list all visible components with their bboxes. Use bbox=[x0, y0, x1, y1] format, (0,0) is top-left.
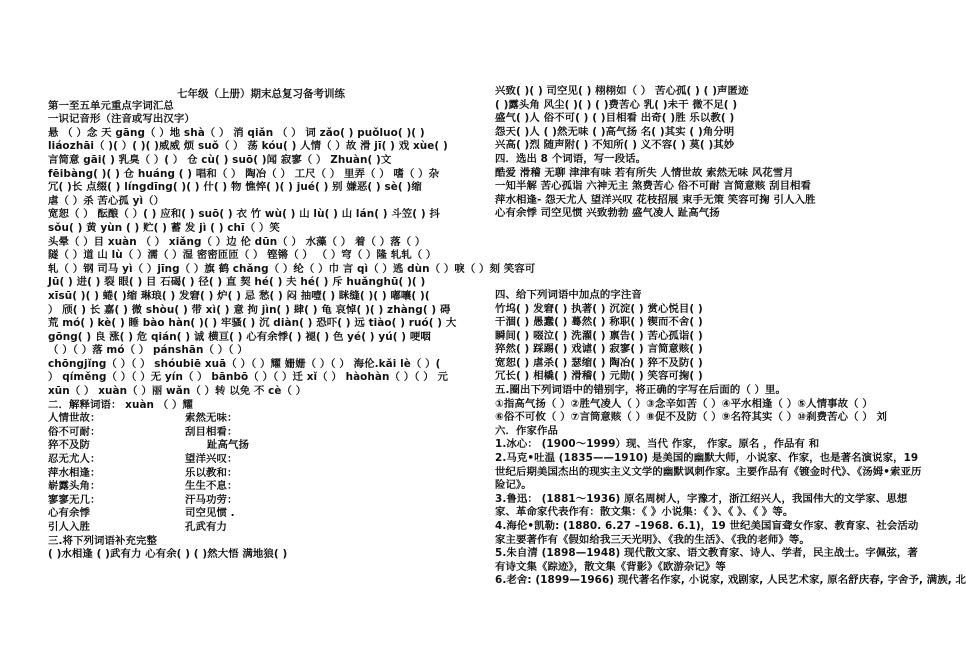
text-line: 兴高( )烈 随声附( ) 不知所( ) 义不容( ) 莫( )其妙 bbox=[495, 139, 735, 152]
term: 心有余悸 bbox=[48, 507, 90, 520]
term: 孔武有力 bbox=[185, 521, 227, 533]
term: 望洋兴叹： bbox=[185, 453, 238, 466]
definition-row bbox=[48, 494, 474, 508]
term: 索然无味： bbox=[185, 412, 238, 425]
text-line: 宽恕（ ） 酝酿（ ）( ) 应和( ) suō( ) 衣 竹 wù( ) 山 lù( ) 山 lán( ) 斗笠( ) 抖 bbox=[48, 208, 440, 221]
text-line: 隧（ ）道 山 lù（ ）濡（ ）湿 密密匝匝（ ） 铿锵（ ） （ ）穹（ ）隆 轧轧（ ） bbox=[48, 249, 437, 262]
section-heading: 二．解释词语： xuàn （ ）耀 bbox=[48, 398, 193, 411]
text-line: 6.老舍: (1899—1966) 现代著名作家, 小说家, 戏剧家, 人民艺术家, 原名舒庆春, 字舍予, 满族, 北 bbox=[495, 574, 966, 587]
text-line: ( )露头角 风尘( )( ) ( )费苦心 乳( )未干 微不足( ) bbox=[495, 98, 738, 111]
text-line: 悬 （ ）念 天 gāng（ ）地 shà（ ） 消 qiǎn （ ） 词 zǎo( ) puǒluo( )( ) bbox=[48, 126, 425, 139]
term: 趾高气扬 bbox=[207, 439, 249, 452]
term: 崭露头角： bbox=[48, 480, 101, 493]
text-line: 虐（ ）杀 苦心孤 yì（） bbox=[48, 194, 165, 207]
term: 司空见惯 . bbox=[185, 507, 235, 520]
pinyin-row: 干涸( ) 愚蠢( ) 蓦然( ) 称职( ) 锲而不舍( ) bbox=[495, 316, 703, 329]
term: 乐以教和： bbox=[185, 466, 238, 479]
section-subheading: 一识记音形（注音或写出汉字） bbox=[48, 113, 195, 126]
definition-row bbox=[48, 412, 474, 426]
section-heading: 六．作家作品 bbox=[495, 424, 558, 437]
definition-row bbox=[48, 467, 474, 481]
text-line: gōng( ) 良 涨( ) 危 qián( ) 诚 横亘( ) 心有余悸( ) 褪( ) 色 yé( ) yú( ) 哽咽 bbox=[48, 330, 431, 343]
paragraph: 5.朱自清 (1898—1948) 现代散文家、语文教育家、诗人、学者，民主战士。字佩弦，著有诗文集《踪迹》，散文集《背影》《欧游杂记》等 bbox=[495, 547, 918, 573]
text-line: 冗( )长 点缀( ) língdīng( )( ) 什( ) 物 憔悴( )( ) jué( ) 别 嫌恶( ) sè( )缩 bbox=[48, 181, 422, 194]
text-line: 言简意 gāi( ) 乳臭（ ）( ） 仓 cù( ) suō( )闻 寂寥（ ） Zhuàn( )文 bbox=[48, 153, 392, 166]
definition-row bbox=[48, 453, 474, 467]
text-line: Jū( ) 进( ) 裂 眼( ) 目 石碣( ) 径( ) 直 契 hé( ) 夫 hé( ) 斥 huǎnghū( )( ) bbox=[48, 276, 426, 289]
pinyin-row: 猝然( ) 踩踢( ) 戏谑( ) 寂寥( ) 言简意赅( ) bbox=[495, 343, 703, 356]
word-bank-line: 酷爱 滑稽 无聊 津津有味 若有所失 人情世故 索然无味 风花雪月 bbox=[495, 166, 794, 179]
text-line: liáozhāi（ )( ）( )( )威威 烦 suǒ（ ） 荡 kóu( ) 人情（ ）故 滑 jī( ) 戏 xùe( ) bbox=[48, 140, 448, 153]
text-line: ①指高气扬（ ）②胜气凌人（ ）③念辛如苦（ ）④平水相逢（ ）⑤人情事故（ ） bbox=[495, 397, 873, 410]
term: 生生不息： bbox=[185, 480, 238, 493]
right-column bbox=[495, 85, 966, 588]
term: 猝不及防 bbox=[48, 439, 90, 452]
word-bank-line: 萍水相逢- 怨天尤人 望洋兴叹 花枝招展 束手无策 笑容可掬 引人入胜 bbox=[495, 193, 816, 206]
text-line: ） 颀( ) 长 嘉( ) 微 shòu( ) 带 xì( ) 意 拘 jìn( ) 肆( ) 龟 哀悼( )( ) zhàng( ) 碍 bbox=[48, 303, 451, 316]
term: 人情世故： bbox=[48, 412, 101, 425]
term: 汗马功劳： bbox=[185, 493, 238, 506]
pinyin-row: 冗长( ) 相橇( ) 滑稽( ) 元勋( ) 笑容可掬( ) bbox=[495, 370, 703, 383]
text-line: chōngjǐng（ ）（ ） shóubiē xuā（ ）（ ）耀 姗姗（ ）（ ） 海伦.kǎi lè（ ）( bbox=[48, 357, 441, 370]
text-line: ⑥俗不可攸（ ）⑦言筒意赅（ ）⑧促不及防（ ）⑨名符其实（ ）⑩刹费苦心（ ） 刘 bbox=[495, 411, 887, 424]
term: 俗不可耐： bbox=[48, 425, 101, 438]
text-line: 头晕（ ）目 xuàn （ ） xiǎng（ ）边 伦 dūn（ ） 水藻（ ） 着（ ）落（ ） bbox=[48, 235, 426, 248]
text-line: fēibàng( )( ) 仓 huáng ( ) 唱和（ ） 陶冶（ ） 工尺（ ） 里弄（ ） 嗜（ ）杂 bbox=[48, 167, 440, 180]
term: 引人入胜 bbox=[48, 521, 90, 533]
section-heading: 第一至五单元重点字词汇总 bbox=[48, 99, 174, 112]
text-line: xīsū( )( ) 蜷( )缩 琳琅( ) 发窘( ) 炉( ) 忌 愁( ) 闷 抽噎( ) 眯缝( )( ) 嘟嚷( )( bbox=[48, 289, 430, 302]
term: 萍水相逢： bbox=[48, 466, 101, 479]
text-line: 怨天( )人 ( )然无味 ( )高气扬 名( )其实 ( )角分明 bbox=[495, 125, 735, 138]
section-heading: 五.圈出下列词语中的错别字，将正确的字写在后面的（ ）里。 bbox=[495, 384, 787, 397]
pinyin-row: 宽恕( ) 虐杀( ) 瑟缩( ) 陶冶( ) 猝不及防( ) bbox=[495, 356, 703, 369]
text-line: ( )水相逢 ( )武有力 心有余( ) ( )然大悟 满地狼( ) bbox=[48, 548, 288, 561]
pinyin-row: 竹坞( ) 发窘( ) 执著( ) 沉淀( ) 赏心悦目( ) bbox=[495, 302, 703, 315]
pinyin-row: 瞬间( ) 啜泣( ) 洗濯( ) 禀告( ) 苦心孤诣( ) bbox=[495, 329, 703, 342]
paragraph: 4.海伦•凯勒: (1880. 6.27 –1968. 6.1)，19 世纪美国盲聋女作家、教育家、社会活动家主要著作有《假如给我三天光明》、《我的生活》、《我的老师》等。 bbox=[495, 520, 919, 546]
word-bank-line: 一知半解 苦心孤诣 六神无主 煞费苦心 俗不可耐 言简意赅 刮目相看 bbox=[495, 180, 812, 193]
page-title: 七年级（上册）期末总复习备考训练 bbox=[177, 88, 345, 100]
definition-row bbox=[48, 439, 474, 453]
text-line: 轧（ ）钢 司马 yì（ ）jīng（ ）旗 鹤 chǎng（ ）纶（ ）巾 言 qì（ ）逃 dùn（ ）唳（ ）刻 笑容可 bbox=[48, 262, 536, 275]
section-heading: 四．选出 8 个词语，写一段话。 bbox=[495, 152, 647, 165]
section-heading: 四、给下列词语中加点的字注音 bbox=[495, 288, 642, 301]
text-line: 盛气( )人 俗不可( ) ( )目相看 出奇( )胜 乐以教( ) bbox=[495, 112, 735, 125]
definition-row bbox=[48, 426, 474, 440]
text-line: sǒu( ) 黄 yùn ( ) 贮( ) 蓄 发 jì ( ) chī（ ）笑 bbox=[48, 221, 280, 234]
word-bank-line: 心有余悸 司空见惯 兴致勃勃 盛气凌人 趾高气扬 bbox=[495, 207, 720, 220]
text-line: xūn（ ） xuàn（ ）丽 wǎn（ ）转 以免 不 cè（ ） bbox=[48, 385, 307, 398]
text-line: （ ）（ ）落 mó（ ） pánshān（ ）（ ） bbox=[48, 344, 248, 357]
definition-row bbox=[48, 480, 474, 494]
term: 刮目相看： bbox=[185, 425, 238, 438]
text-line: 兴致( )( ) 司空见( ) 栩栩如（ ） 苦心孤( ) ( )声匿迹 bbox=[495, 85, 749, 97]
paragraph: 2.马克•吐温 (1835——1910) 是美国的幽默大师，小说家、作家，也是著名演说家，19 世纪后期美国杰出的现实主义文学的幽默讽刺作家。主要作品有《镀金时代》、《汤姆•索亚历险记》。 bbox=[495, 452, 922, 492]
section-heading: 三.将下列词语补充完整 bbox=[48, 534, 157, 547]
paragraph: 3.鲁迅： (1881～1936) 原名周树人，字豫才，浙江绍兴人，我国伟大的文学家、思想家、革命家代表作有：散文集：《 》小说集：《 》、《 》、《 》等。 bbox=[495, 492, 908, 519]
text-line: 1.冰心： (1900～1999）现、当代 作家， 作家。原名 ，作品有 和 bbox=[495, 438, 820, 451]
text-line: ） qíměng（ ）（ ）无 yín（ ） bānbō（ ）（ ）迁 xǐ（ ） hàohàn（ ）（ ） 元 bbox=[48, 371, 448, 384]
definition-row bbox=[48, 507, 474, 521]
term: 忍无尤人： bbox=[48, 453, 101, 466]
term: 寥寥无几： bbox=[48, 493, 101, 506]
text-line: 荒 mó( ) kè( ) 睡 bào hàn( )( ) 牢骚( ) 沉 diàn( ) 恐吓( ) 远 tiào( ) ruó( ) 大 bbox=[48, 317, 457, 330]
definition-row bbox=[48, 521, 474, 535]
